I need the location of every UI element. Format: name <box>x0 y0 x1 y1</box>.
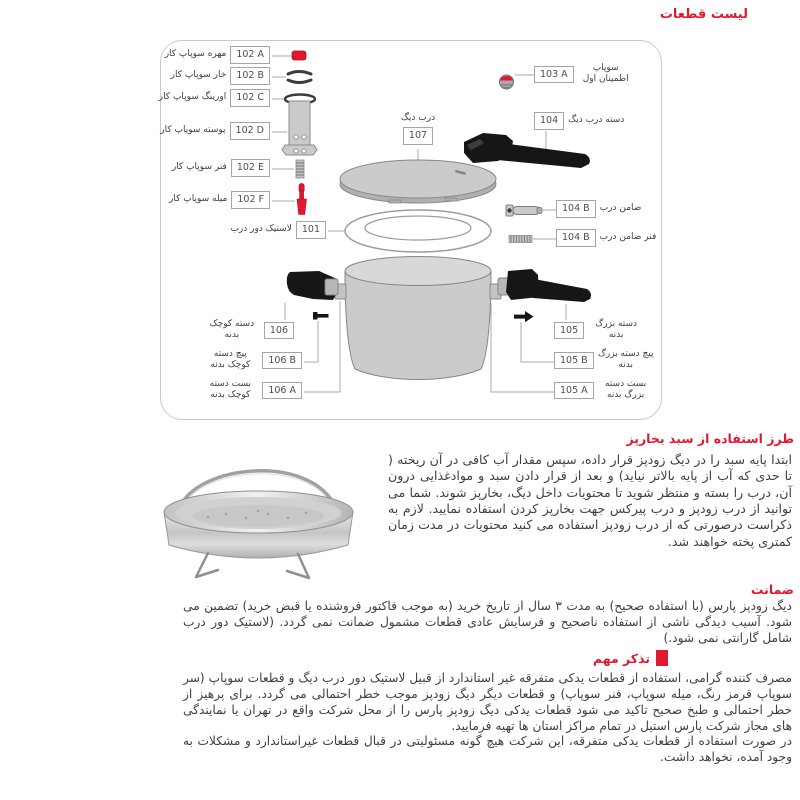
part-name: اورینگ سوپاپ کار <box>158 92 227 103</box>
part-label-102e <box>172 159 270 177</box>
part-label-106a <box>202 379 302 402</box>
part-code-badge: 105 B <box>554 352 594 370</box>
lid-handle-shape <box>464 133 590 168</box>
part-label-104b-latch <box>556 200 641 218</box>
notice-body-1: مصرف کننده گرامی، استفاده از قطعات یدکی متفرقه غیر استاندارد از قبیل لاستیک دور درب دیگ و قطعات سوپاپ (سر سوپاپ قرمز رنگ، میله سوپاپ، فنر سوپاپ) و قطعات دیگر دیگ زودپز موجب خطر احتمالی می گردد. برای پرهیز از خطر احتمالی و طبخ صحیح تاکید می شود قطعات یدکی دیگ زودپز پارس را از محل شرکت واقع در تهران یا نمایندگی های مجاز شرکت پارس استیل در تمام مراکز استان ها تهیه فرمایید. <box>183 671 792 733</box>
part-name: سوپاپ اطمینان اول <box>582 63 629 85</box>
part-code-badge: 102 E <box>231 159 270 177</box>
notice-section-title: تذکر مهم <box>592 650 650 666</box>
part-code-badge: 102 C <box>230 89 270 107</box>
part-code-badge: 107 <box>403 127 433 145</box>
pot-lid-shape <box>340 160 496 203</box>
valve-shell-shape <box>282 101 317 155</box>
part-code-badge: 106 B <box>262 352 302 370</box>
part-label-105a <box>554 379 654 402</box>
valve-rod-shape <box>297 183 307 214</box>
notice-body-2: در صورت استفاده از قطعات یدکی متفرقه، این شرکت هیچ گونه مسئولیتی در قبال قطعات غیراستاندارد و مشکلات به وجود آمده، نخواهد داشت. <box>183 734 792 765</box>
part-code-badge: 101 <box>296 221 326 239</box>
part-label-104b-spring <box>556 229 656 247</box>
part-label-105b <box>554 349 654 372</box>
part-name: دسته درب دیگ <box>568 115 625 126</box>
part-name: لاستیک دور درب <box>230 224 292 235</box>
part-name: دسته بزرگ بدنه <box>595 319 638 341</box>
part-name: پیچ دسته بزرگ بدنه <box>597 349 654 371</box>
notice-body <box>183 671 792 766</box>
warranty-body: دیگ زودپز پارس (با استفاده صحیح) به مدت ۳ سال از تاریخ خرید (به موجب فاکتور فروشنده یا قبض خرید) تضمین می شود. آسیب دیدگی ناشی از استفاده ناصحیح و فرسایش عادی قطعات مشمول ضمانت نمی گردد. (لاستیک دور درب شامل گارانتی نمی شود.) <box>183 599 792 645</box>
steamer-basket-image <box>146 450 376 585</box>
part-name: دسته کوچک بدنه <box>209 319 255 341</box>
part-name: پیچ دسته کوچک بدنه <box>210 349 251 371</box>
part-code-badge: 102 D <box>230 122 270 140</box>
part-code-badge: 104 B <box>556 229 596 247</box>
part-name: خار سوپاپ کار <box>170 70 227 81</box>
part-label-106 <box>204 319 294 342</box>
valve-spring-shape <box>296 160 304 178</box>
handle-screw-arrow-icon <box>514 311 534 322</box>
part-name: میله سوپاپ کار <box>169 194 228 205</box>
part-label-103a <box>534 63 634 86</box>
part-label-105 <box>554 319 644 342</box>
part-code-badge: 105 <box>554 322 584 340</box>
warranty-section-title: ضمانت <box>750 582 794 597</box>
parts-diagram <box>160 40 662 420</box>
basket-body <box>164 491 353 558</box>
part-label-102b <box>171 67 270 85</box>
part-name: پوسته سوپاپ کار <box>160 125 226 136</box>
part-code-badge: 102 B <box>230 67 270 85</box>
big-body-handle-shape <box>498 269 591 302</box>
part-label-104 <box>534 112 624 130</box>
handle-screw-icon <box>313 312 329 320</box>
small-body-handle-shape <box>287 271 338 300</box>
valve-clip-shape <box>288 72 311 83</box>
latch-spring-shape <box>509 236 532 243</box>
steamer-body: ابتدا پایه سبد را در دیگ زودپز قرار داده، سپس مقدار آب کافی در آن ریخته ( تا حدی که آب از پایه بالاتر نیاید) و بعد از قرار دادن سبد و موادغذایی درون آن، درب را بسته و منتظر شوید تا محتویات داخل دیگ، بخارپز شوند. شما می توانید از درب زودپز و درب پیرکس جهت بخارپز کردن استفاده نمایید. لازم به ذکراست درصورتی که از درب زودپز استفاده می کنید محتویات در مدت زمان کمتری پخته خواهند شد. <box>388 452 792 549</box>
part-label-102f <box>169 191 270 209</box>
lid-latch-shape <box>506 205 542 216</box>
part-name: بست دسته بزرگ بدنه <box>604 379 647 401</box>
part-label-102a <box>165 46 270 64</box>
part-label-102d <box>160 122 270 140</box>
part-code-badge: 103 A <box>534 66 574 84</box>
steamer-section-title: طرز استفاده از سبد بخارپز <box>626 431 794 446</box>
part-code-badge: 106 A <box>262 382 302 400</box>
part-name: ضامن درب <box>599 203 642 214</box>
valve-nut-shape <box>292 51 306 60</box>
pot-body-shape <box>335 257 501 380</box>
part-code-badge: 102 F <box>231 191 270 209</box>
part-name: مهره سوپاپ کار <box>164 49 227 60</box>
notice-marker-icon <box>656 650 668 666</box>
part-label-106b <box>202 349 302 372</box>
part-code-badge: 102 A <box>230 46 270 64</box>
safety-valve-shape <box>500 75 514 89</box>
page-title: لیست قطعات <box>659 7 748 22</box>
part-label-107 <box>384 113 452 145</box>
part-name: درب دیگ <box>400 113 436 123</box>
part-name: بست دسته کوچک بدنه <box>209 379 251 401</box>
notice-header <box>593 650 668 666</box>
part-code-badge: 104 B <box>556 200 596 218</box>
part-name: فنر ضامن درب <box>599 232 657 243</box>
part-label-101 <box>230 221 326 239</box>
lid-gasket-shape <box>345 210 491 252</box>
part-code-badge: 106 <box>264 322 294 340</box>
part-code-badge: 104 <box>534 112 564 130</box>
part-code-badge: 105 A <box>554 382 594 400</box>
part-name: فنر سوپاپ کار <box>171 162 227 173</box>
part-label-102c <box>159 89 270 107</box>
